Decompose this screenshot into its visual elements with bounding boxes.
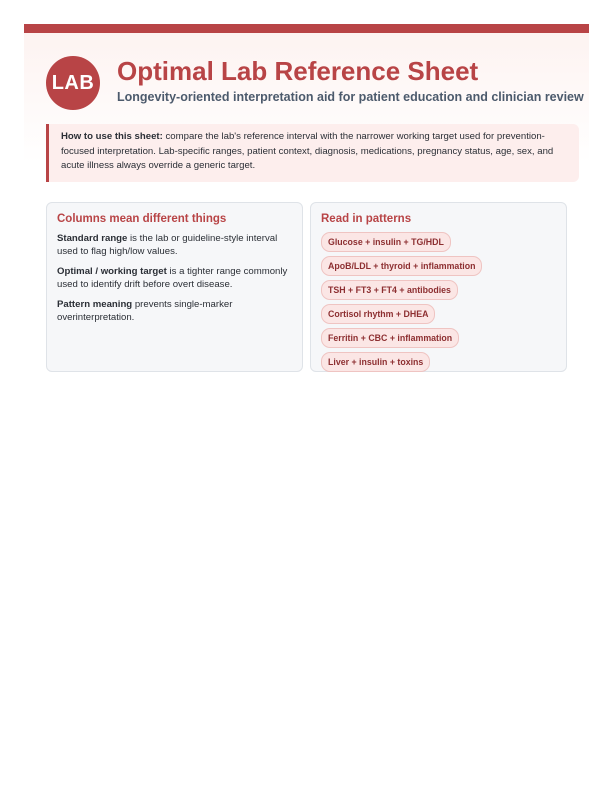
columns-item-text: prevents single-marker overinterpretation. — [57, 299, 233, 323]
logo-text: LAB — [51, 72, 95, 94]
columns-card — [46, 202, 303, 372]
how-to-use-callout — [46, 124, 579, 182]
top-accent-bar — [24, 24, 589, 33]
columns-item-term: Optimal / working target — [57, 266, 167, 277]
columns-item-term: Pattern meaning — [57, 299, 133, 310]
pattern-chip: TSH + FT3 + FT4 + antibodies — [321, 280, 458, 300]
page-title: Optimal Lab Reference Sheet — [117, 56, 479, 86]
pattern-chip: Glucose + insulin + TG/HDL — [321, 232, 451, 252]
callout-text: compare the lab's reference interval with the narrower working target used for prevention-focused interpretation. Lab-specific ranges, patient context, diagnosis, medications, pregnancy status, age, sex, and acute illness always override a generic target. — [61, 131, 554, 171]
pattern-chip: Cortisol rhythm + DHEA — [321, 304, 435, 324]
columns-item-text: is the lab or guideline-style interval used to flag high/low values. — [57, 233, 278, 257]
patterns-card — [310, 202, 567, 372]
columns-item-term: Standard range — [57, 233, 128, 244]
lab-logo-badge — [46, 56, 100, 110]
patterns-card-title: Read in patterns — [321, 213, 412, 225]
pattern-chip: Liver + insulin + toxins — [321, 352, 430, 372]
columns-item-pattern — [57, 298, 292, 324]
page — [24, 24, 589, 768]
columns-item-text: is a tighter range commonly used to identify drift before overt disease. — [57, 266, 288, 290]
callout-lead: How to use this sheet: — [61, 131, 163, 142]
columns-card-title: Columns mean different things — [57, 213, 227, 225]
columns-item-standard — [57, 232, 292, 258]
columns-item-optimal — [57, 265, 292, 291]
pattern-chip: ApoB/LDL + thyroid + inflammation — [321, 256, 482, 276]
pattern-chip-list — [321, 232, 556, 376]
pattern-chip: Ferritin + CBC + inflammation — [321, 328, 459, 348]
page-subtitle: Longevity-oriented interpretation aid for patient education and clinician review — [117, 90, 584, 104]
